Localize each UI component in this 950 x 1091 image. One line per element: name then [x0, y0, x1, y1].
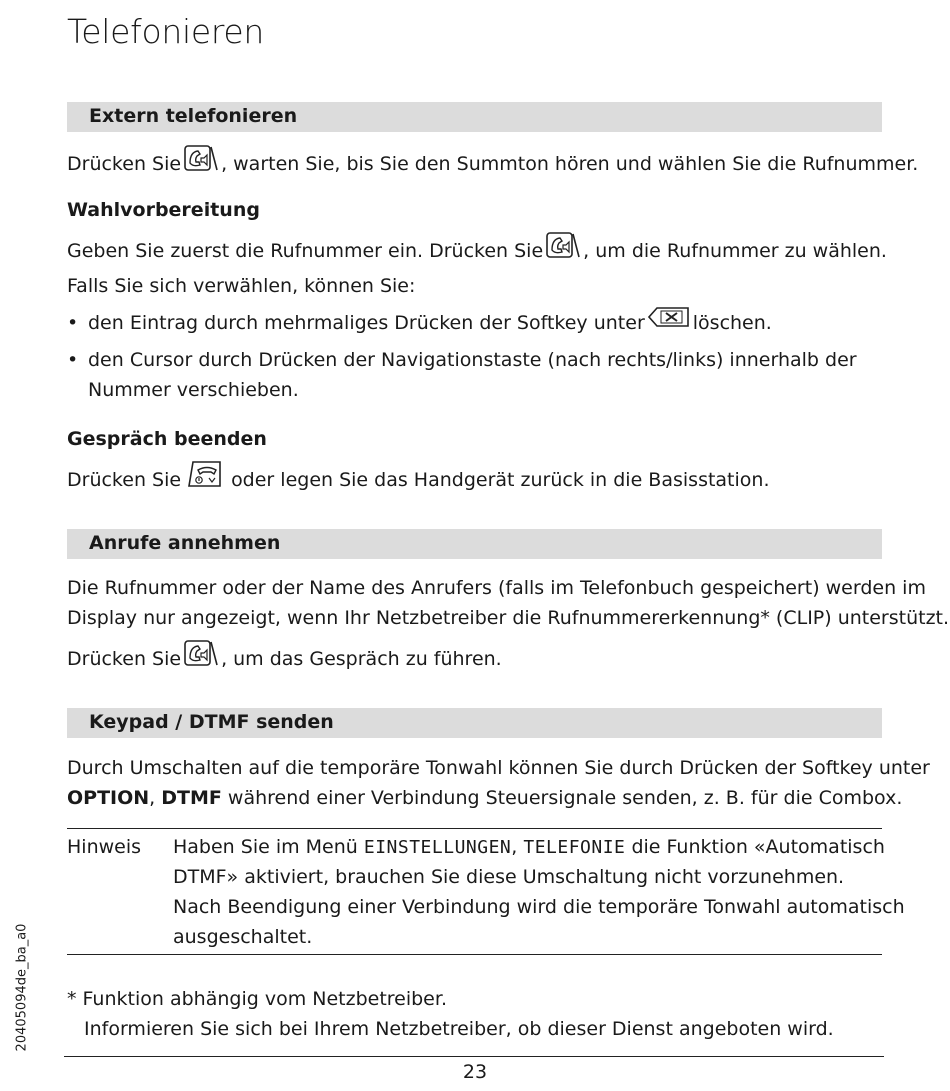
- phone-end-call-icon: [187, 460, 223, 497]
- note-line: ausgeschaltet.: [173, 926, 313, 948]
- note-line: Nach Beendigung einer Verbindung wird die temporäre Tonwahl automatisch: [173, 896, 905, 918]
- section-heading: Keypad / DTMF senden: [89, 711, 334, 733]
- menu-name: EINSTELLUNGEN: [363, 837, 512, 858]
- softkey-option-label: OPTION: [67, 787, 150, 809]
- text: die Funktion «Automatisch: [625, 836, 885, 858]
- text: Geben Sie zuerst die Rufnummer ein. Drücken Sie: [67, 240, 544, 262]
- beenden-paragraph: [67, 462, 770, 499]
- section-heading: Anrufe annehmen: [89, 532, 281, 554]
- text: Drücken Sie: [67, 469, 182, 491]
- wahl-paragraph: [67, 233, 887, 270]
- keypad-line: [67, 783, 902, 813]
- backspace-delete-icon: [648, 306, 690, 337]
- bullet-item: [67, 345, 882, 405]
- page-title: Telefonieren: [67, 12, 264, 51]
- bullet-text: den Cursor durch Drücken der Navigationstaste (nach rechts/links) innerhalb der: [88, 349, 857, 371]
- anrufe-paragraph: [67, 641, 502, 678]
- footer-rule: [64, 1056, 884, 1057]
- side-document-code: 20405094de_ba_a0: [14, 923, 30, 1052]
- section-header-anrufe: [67, 529, 882, 559]
- footnote-line: Informieren Sie sich bei Ihrem Netzbetreiber, ob dieser Dienst angeboten wird.: [84, 1018, 834, 1040]
- section-header-keypad: [67, 708, 882, 738]
- text: , um die Rufnummer zu wählen.: [583, 240, 887, 262]
- note-label: Hinweis: [67, 836, 142, 858]
- keypad-line: Durch Umschalten auf die temporäre Tonwahl können Sie durch Drücken der Softkey unter: [67, 757, 930, 779]
- section-header-extern: [67, 102, 882, 132]
- text: , warten Sie, bis Sie den Summton hören und wählen Sie die Rufnummer.: [221, 153, 919, 175]
- note-top-rule: [67, 828, 882, 829]
- bullet-text-continued: Nummer verschieben.: [88, 379, 299, 401]
- bullet-text: [88, 308, 772, 339]
- text: Drücken Sie: [67, 648, 182, 670]
- section-heading: Extern telefonieren: [89, 105, 298, 127]
- text: Haben Sie im Menü: [173, 836, 364, 858]
- footnote-line: * Funktion abhängig vom Netzbetreiber.: [67, 988, 447, 1010]
- text: löschen.: [692, 312, 772, 334]
- anrufe-line: Die Rufnummer oder der Name des Anrufers (falls im Telefonbuch gespeichert) werden im: [67, 577, 926, 599]
- text: , um das Gespräch zu führen.: [221, 648, 502, 670]
- bullet-dot: •: [67, 312, 79, 334]
- text: den Eintrag durch mehrmaliges Drücken der Softkey unter: [88, 312, 645, 334]
- page-number: 23: [462, 1061, 488, 1083]
- menu-name: TELEFONIE: [523, 837, 626, 858]
- anrufe-line: Display nur angezeigt, wenn Ihr Netzbetreiber die Rufnummererkennung* (CLIP) unterstützt.: [67, 607, 950, 629]
- bullet-dot: •: [67, 349, 79, 371]
- phone-call-speaker-icon: [184, 144, 218, 181]
- note-line: [173, 832, 885, 863]
- text: ,: [511, 836, 524, 858]
- text: ,: [149, 787, 162, 809]
- note-line: DTMF» aktiviert, brauchen Sie diese Umschaltung nicht vorzunehmen.: [173, 866, 845, 888]
- wahl-intro: Falls Sie sich verwählen, können Sie:: [67, 275, 416, 297]
- subheading-gespraech-beenden: Gespräch beenden: [67, 428, 267, 450]
- softkey-dtmf-label: DTMF: [161, 787, 222, 809]
- phone-call-speaker-icon: [184, 639, 218, 676]
- subheading-wahlvorbereitung: Wahlvorbereitung: [67, 199, 260, 221]
- extern-paragraph: [67, 146, 918, 183]
- note-bottom-rule: [67, 954, 882, 955]
- phone-call-speaker-icon: [546, 231, 580, 268]
- text: während einer Verbindung Steuersignale senden, z. B. für die Combox.: [221, 787, 903, 809]
- bullet-item: [67, 308, 882, 338]
- text: Drücken Sie: [67, 153, 182, 175]
- text: oder legen Sie das Handgerät zurück in die Basisstation.: [231, 469, 770, 491]
